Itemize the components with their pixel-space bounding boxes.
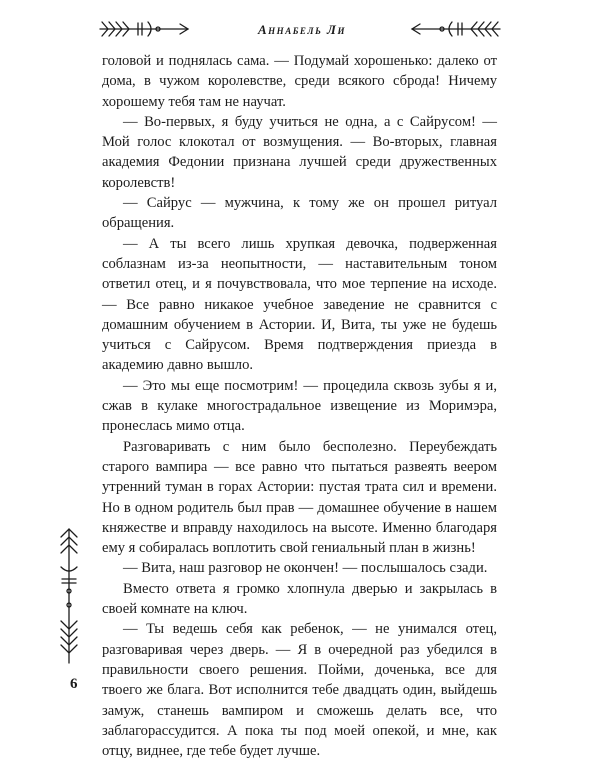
arrow-ornament-right-icon	[410, 16, 502, 42]
running-head: Аннабель Ли	[258, 22, 346, 37]
paragraph: — Это мы еще посмотрим! — процедила сквозь зубы я и, сжав в кулаке многострадальное извещение из Моримэра, пронеслась мимо отца.	[102, 377, 497, 435]
paragraph: Вместо ответа я громко хлопнула дверью и закрылась в своей комнате на ключ.	[102, 580, 497, 618]
paragraph: — А ты всего лишь хрупкая девочка, подверженная соблазнам из-за неопытности, — наставительным тоном ответил отец, и я почувствовала, что мое терпение на исходе. — Все равно никакое учебное заведение не сравнится с домашним обучением в Астории. И, Вита, ты уже не будешь учиться с Сайрусом. Время подтверждения приезда в академию давно вышло.	[102, 235, 497, 374]
arrow-ornament-left-icon	[98, 16, 190, 42]
paragraph: — Вита, наш разговор не окончен! — послышалось сзади.	[123, 560, 488, 577]
paragraph: головой и поднялась сама. — Подумай хорошенько: далеко от дома, в чужом королевстве, среди всякого сброда! Ничему хорошему тебя там не научат.	[102, 53, 497, 110]
paragraph: — Сайрус — мужчина, к тому же он прошел ритуал обращения.	[102, 195, 497, 232]
paragraph: Разговаривать с ним было бесполезно. Переубеждать старого вампира — все равно что пытаться развеять веером утренний туман в горах Астории: пустая трата сил и времени. Но в одном родитель был прав — домашнее обучение в нашем княжестве и вправду находилось на высоте. Именно благодаря ему я собиралась воплотить свой гениальный план в жизнь!	[102, 438, 497, 557]
vertical-arrow-ornament-icon	[52, 525, 86, 665]
paragraph: — Во-первых, я буду учиться не одна, а с Сайрусом! — Мой голос клокотал от возмущения. — Во-вторых, главная академия Федонии признана лучшей среди дружественных королевств!	[102, 113, 497, 191]
page-number: 6	[70, 676, 78, 692]
paragraph: — Ты ведешь себя как ребенок, — не унимался отец, разговаривая через дверь. — Я в очередной раз убедился в правильности своего решения. Пойми, доченька, все для твоего же блага. Вот исполнится тебе двадцать один, выйдешь замуж, станешь вампиром и сможешь делать все, что заблагорассудится. А пока ты под моей опекой, и мне, как отцу, виднее, где тебе будет лучше.	[102, 621, 497, 760]
page-header	[0, 8, 600, 48]
body-text	[102, 51, 497, 761]
